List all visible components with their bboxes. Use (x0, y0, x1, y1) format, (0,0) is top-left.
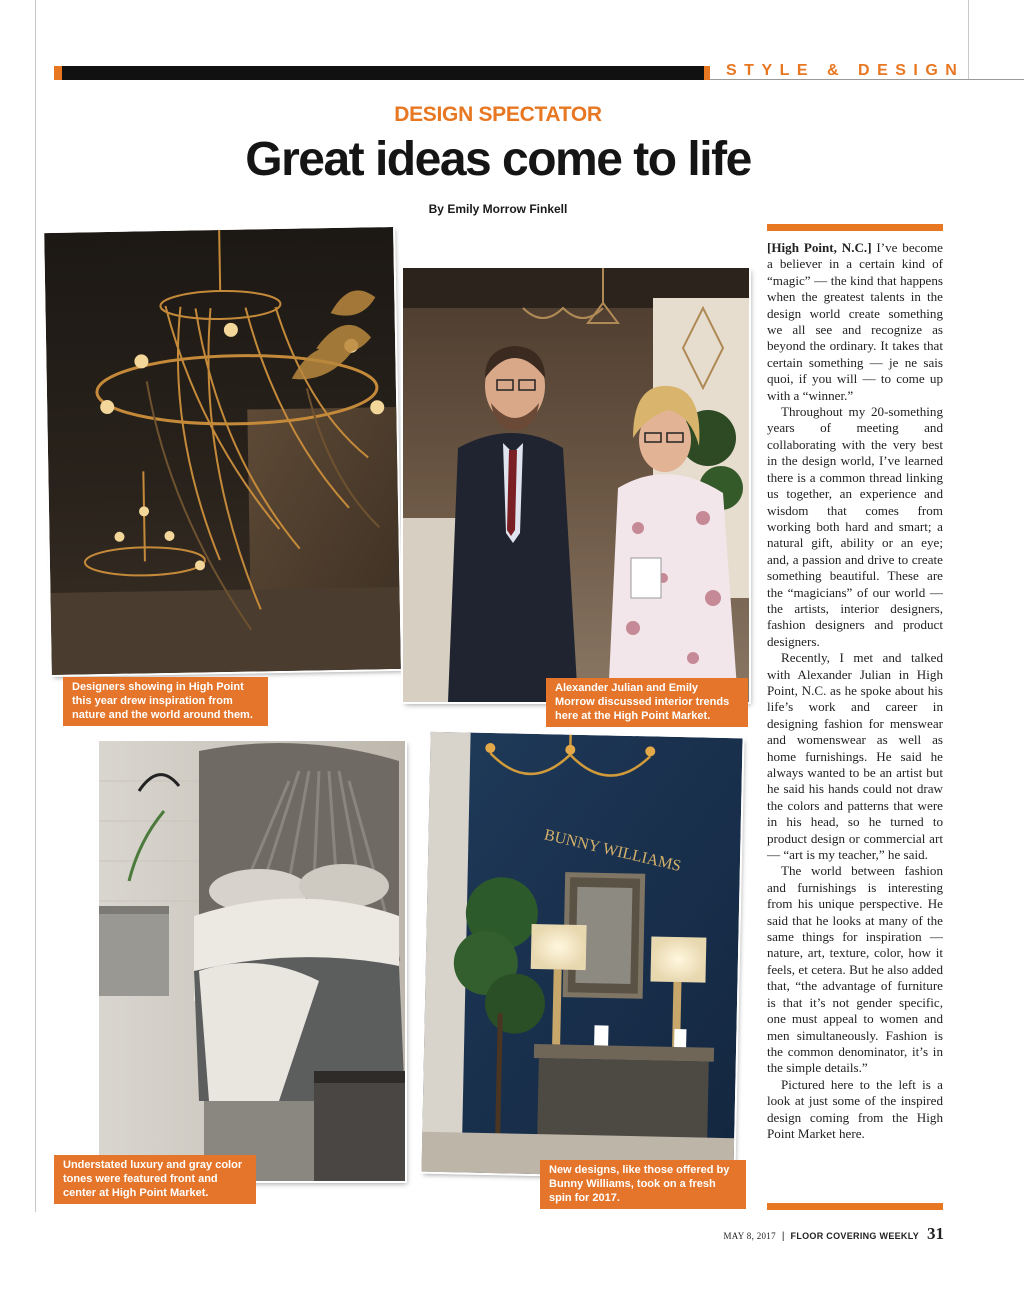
header-bar-accent-left (54, 66, 62, 80)
caption-bunny-williams: New designs, like those offered by Bunny Williams, took on a fresh spin for 2017. (540, 1160, 746, 1209)
page-footer (600, 1224, 944, 1244)
caption-chandeliers: Designers showing in High Point this year drew inspiration from nature and the world around them. (63, 677, 268, 726)
article-paragraph: Recently, I met and talked with Alexander Julian in High Point, N.C. as he spoke about his life’s work and career in designing fashion for menswear and womenswear as well as home furnishings. He said he always wanted to be an artist but he said his hands could not draw the colors and patterns that were in his head, so he turned to product design or commercial art — “art is my teacher,” he said. (767, 650, 943, 863)
dateline: [High Point, N.C.] (767, 240, 872, 255)
section-label: STYLE & DESIGN (726, 62, 965, 79)
header-bar-accent-right (704, 66, 710, 80)
article-body (767, 240, 943, 1142)
article-paragraph-text: I’ve become a believer in a certain kind of “magic” — the kind that happens when the greatest talents in the design world create something we all see and recognize as beyond the ordinary. It takes that certain something — je ne sais quoi, if you will — to come up with a “winner.” (767, 240, 943, 403)
caption-julian-morrow: Alexander Julian and Emily Morrow discussed interior trends here at the High Point Market. (546, 678, 748, 727)
footer-separator: | (781, 1231, 785, 1242)
article-paragraph: Throughout my 20-something years of meeting and collaborating with the very best in the design world, I’ve learned there is a common thread linking us together, an experience and wisdom that comes from working both hard and smart; a natural gift, ability or an eye; and, a passion and drive to create something beautiful. These are the “magicians” of our world — the artists, interior designers, fashion designers and product designers. (767, 404, 943, 649)
article-bottom-rule (767, 1203, 943, 1210)
article-paragraph: Pictured here to the left is a look at just some of the inspired design coming from the High Point Market here. (767, 1076, 943, 1141)
photo-chandeliers (44, 227, 401, 675)
article-paragraph: The world between fashion and furnishings is interesting from his unique perspective. He said that he looks at many of the same things for inspiration — nature, art, texture, color, how it feels, et cetera. But he also added that, “the advantage of furniture is that it’s not gender specific, one must appeal to women and men simultaneously. Fashion is the common denominator, it’s in the simple details.” (767, 863, 943, 1076)
footer-date: MAY 8, 2017 (723, 1231, 776, 1241)
kicker: DESIGN SPECTATOR (394, 103, 602, 126)
portrait-illustration (403, 268, 749, 702)
byline: By Emily Morrow Finkell (428, 202, 568, 216)
article-top-rule (767, 224, 943, 231)
header-rule (710, 79, 1024, 80)
article-paragraph (767, 240, 943, 404)
page-number: 31 (927, 1224, 944, 1243)
showroom-illustration (421, 732, 742, 1178)
footer-publication: FLOOR COVERING WEEKLY (790, 1231, 919, 1241)
chandelier-illustration (44, 227, 401, 675)
header-bar (54, 66, 704, 80)
bunny-williams-sign: BUNNY WILLIAMS (542, 826, 683, 876)
bedroom-illustration (99, 741, 405, 1181)
page-edge-right (968, 0, 969, 80)
photo-bunny-williams (421, 732, 742, 1178)
caption-bedroom: Understated luxury and gray color tones were featured front and center at High Point Market. (54, 1155, 256, 1204)
headline: Great ideas come to life (245, 133, 751, 186)
photo-bedroom (99, 741, 405, 1181)
photo-julian-morrow (403, 268, 749, 702)
